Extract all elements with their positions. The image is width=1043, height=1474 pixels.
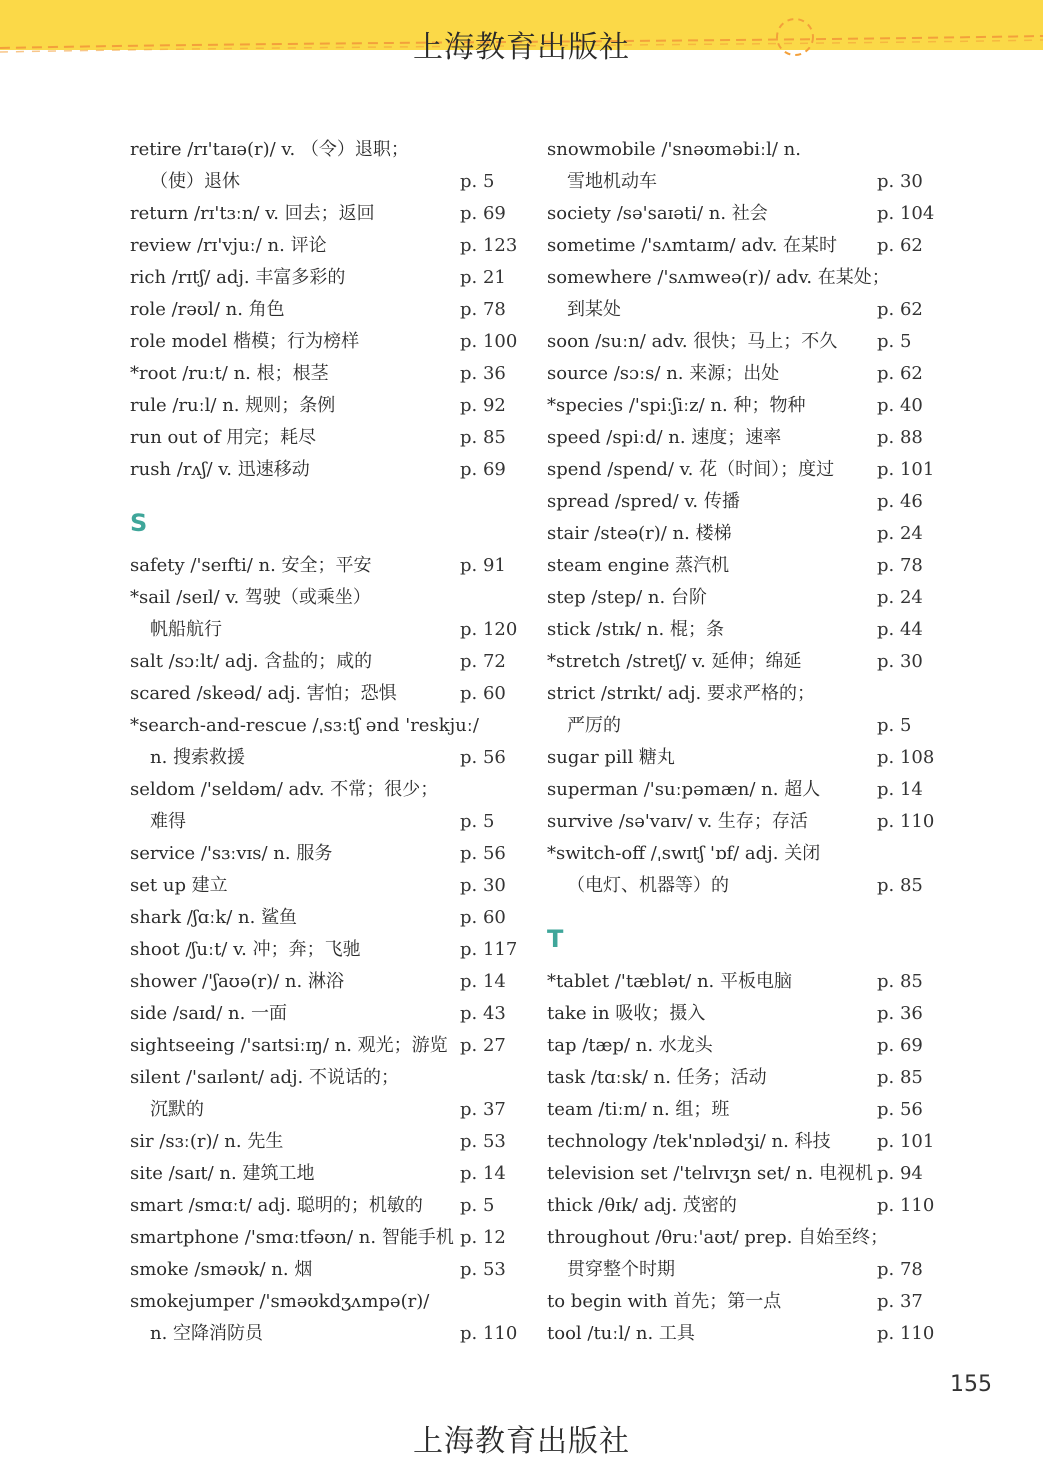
entry-page-ref: p. 62 — [877, 299, 923, 320]
entry-page-ref: p. 62 — [877, 363, 923, 384]
entry-text: side /saɪd/ n. 一面 — [130, 1003, 288, 1024]
entry-text: superman /'suːpəmæn/ n. 超人 — [547, 779, 821, 800]
entry-text: take in 吸收；摄入 — [547, 1003, 706, 1024]
entry-text: return /rɪ'tɜːn/ v. 回去；返回 — [130, 203, 375, 224]
glossary-entry — [547, 1062, 937, 1094]
glossary-entry — [130, 454, 520, 486]
entry-text: run out of 用完；耗尽 — [130, 427, 317, 448]
entry-page-ref: p. 44 — [877, 619, 923, 640]
entry-text: seldom /'seldəm/ adv. 不常；很少； — [130, 779, 439, 800]
entry-text: strict /strɪkt/ adj. 要求严格的； — [547, 683, 815, 704]
glossary-entry — [130, 870, 520, 902]
entry-text: source /sɔːs/ n. 来源；出处 — [547, 363, 780, 384]
entry-page-ref: p. 53 — [460, 1259, 506, 1280]
section-letter: T — [547, 925, 564, 953]
entry-headline — [547, 838, 937, 870]
entry-headline — [130, 646, 520, 678]
entry-text: tap /tæp/ n. 水龙头 — [547, 1035, 713, 1056]
entry-headline — [547, 550, 937, 582]
glossary-entry — [547, 1318, 937, 1350]
entry-text: （使）退休 — [150, 171, 240, 192]
entry-page-ref: p. 85 — [877, 971, 923, 992]
entry-text: 雪地机动车 — [567, 171, 657, 192]
entry-headline — [130, 1062, 520, 1094]
entry-text: throughout /θruː'aʊt/ prep. 自始至终； — [547, 1227, 889, 1248]
entry-headline — [130, 710, 520, 742]
entry-text: site /saɪt/ n. 建筑工地 — [130, 1163, 315, 1184]
entry-text: shower /'ʃaʊə(r)/ n. 淋浴 — [130, 971, 344, 992]
entry-text: to begin with 首先；第一点 — [547, 1291, 782, 1312]
glossary-entry — [547, 614, 937, 646]
entry-continuation — [130, 614, 520, 646]
glossary-entry — [130, 582, 520, 646]
glossary-entry — [130, 902, 520, 934]
entry-headline — [130, 902, 520, 934]
entry-headline — [547, 454, 937, 486]
entry-text: 难得 — [150, 811, 186, 832]
entry-headline — [547, 230, 937, 262]
entry-text: step /step/ n. 台阶 — [547, 587, 707, 608]
glossary-entry — [130, 1062, 520, 1126]
publisher-footer: 上海教育出版社 — [413, 1424, 630, 1459]
entry-headline — [547, 358, 937, 390]
glossary-entry — [130, 934, 520, 966]
entry-page-ref: p. 5 — [460, 1195, 495, 1216]
entry-page-ref: p. 78 — [460, 299, 506, 320]
entry-page-ref: p. 123 — [460, 235, 518, 256]
entry-headline — [547, 646, 937, 678]
entry-text: smoke /sməʊk/ n. 烟 — [130, 1259, 313, 1280]
entry-text: rule /ruːl/ n. 规则；条例 — [130, 395, 336, 416]
entry-text: spread /spred/ v. 传播 — [547, 491, 740, 512]
entry-page-ref: p. 101 — [877, 459, 935, 480]
entry-headline — [547, 390, 937, 422]
entry-page-ref: p. 110 — [877, 811, 935, 832]
entry-text: sightseeing /'saɪtsiːɪŋ/ n. 观光；游览 — [130, 1035, 448, 1056]
entry-headline — [130, 198, 520, 230]
entry-page-ref: p. 24 — [877, 523, 923, 544]
entry-continuation — [547, 710, 937, 742]
entry-text: smartphone /'smɑːtfəʊn/ n. 智能手机 — [130, 1227, 454, 1248]
entry-text: stair /steə(r)/ n. 楼梯 — [547, 523, 732, 544]
entry-page-ref: p. 12 — [460, 1227, 506, 1248]
entry-headline — [547, 1126, 937, 1158]
entry-headline — [130, 358, 520, 390]
entry-page-ref: p. 92 — [460, 395, 506, 416]
entry-text: 沉默的 — [150, 1099, 204, 1120]
entry-page-ref: p. 5 — [460, 171, 495, 192]
entry-page-ref: p. 72 — [460, 651, 506, 672]
entry-page-ref: p. 21 — [460, 267, 506, 288]
entry-page-ref: p. 56 — [460, 843, 506, 864]
glossary-entry — [130, 678, 520, 710]
entry-text: review /rɪ'vjuː/ n. 评论 — [130, 235, 327, 256]
entry-continuation — [130, 806, 520, 838]
entry-text: scared /skeəd/ adj. 害怕；恐惧 — [130, 683, 397, 704]
entry-text: sir /sɜː(r)/ n. 先生 — [130, 1131, 284, 1152]
entry-headline — [130, 1126, 520, 1158]
glossary-entry — [130, 134, 520, 198]
glossary-entry — [547, 390, 937, 422]
entry-page-ref: p. 117 — [460, 939, 518, 960]
entry-headline — [130, 390, 520, 422]
entry-page-ref: p. 14 — [460, 1163, 506, 1184]
glossary-entry — [130, 1254, 520, 1286]
entry-text: 到某处 — [567, 299, 621, 320]
entry-page-ref: p. 46 — [877, 491, 923, 512]
entry-continuation — [547, 166, 937, 198]
entry-page-ref: p. 62 — [877, 235, 923, 256]
glossary-entry — [130, 358, 520, 390]
entry-page-ref: p. 56 — [877, 1099, 923, 1120]
entry-text: *tablet /'tæblət/ n. 平板电脑 — [547, 971, 793, 992]
glossary-entry — [130, 390, 520, 422]
entry-text: *sail /seɪl/ v. 驾驶（或乘坐） — [130, 587, 371, 608]
glossary-entry — [547, 1222, 937, 1286]
entry-headline — [547, 486, 937, 518]
entry-text: *species /'spiːʃiːz/ n. 种；物种 — [547, 395, 806, 416]
glossary-entry — [547, 262, 937, 326]
glossary-entry — [130, 326, 520, 358]
entry-text: rich /rɪtʃ/ adj. 丰富多彩的 — [130, 267, 346, 288]
entry-text: （电灯、机器等）的 — [567, 875, 729, 896]
entry-text: sugar pill 糖丸 — [547, 747, 675, 768]
entry-page-ref: p. 85 — [877, 875, 923, 896]
glossary-entry — [547, 646, 937, 678]
entry-headline — [547, 966, 937, 998]
entry-headline — [547, 1318, 937, 1350]
glossary-entry — [547, 422, 937, 454]
entry-headline — [130, 998, 520, 1030]
entry-text: n. 搜索救援 — [150, 747, 246, 768]
right-glossary-column — [547, 134, 937, 1350]
entry-continuation — [547, 294, 937, 326]
entry-text: 贯穿整个时期 — [567, 1259, 675, 1280]
entry-headline — [130, 294, 520, 326]
glossary-entry — [547, 550, 937, 582]
glossary-entry — [130, 198, 520, 230]
glossary-entry — [547, 326, 937, 358]
section-letter: S — [130, 509, 148, 537]
glossary-entry — [547, 1286, 937, 1318]
entry-text: task /tɑːsk/ n. 任务；活动 — [547, 1067, 767, 1088]
glossary-entry — [547, 358, 937, 390]
glossary-entry — [547, 518, 937, 550]
glossary-entry — [547, 806, 937, 838]
entry-page-ref: p. 27 — [460, 1035, 506, 1056]
entry-text: role model 楷模；行为榜样 — [130, 331, 360, 352]
glossary-entry — [130, 1286, 520, 1350]
glossary-entry — [547, 742, 937, 774]
entry-text: snowmobile /'snəʊməbiːl/ n. — [547, 139, 801, 160]
entry-headline — [547, 1094, 937, 1126]
entry-text: spend /spend/ v. 花（时间）；度过 — [547, 459, 835, 480]
entry-headline — [547, 1190, 937, 1222]
entry-page-ref: p. 24 — [877, 587, 923, 608]
entry-text: *stretch /stretʃ/ v. 延伸；绵延 — [547, 651, 802, 672]
entry-text: sometime /'sʌmtaɪm/ adv. 在某时 — [547, 235, 838, 256]
entry-headline — [547, 998, 937, 1030]
glossary-entry — [547, 966, 937, 998]
entry-text: speed /spiːd/ n. 速度；速率 — [547, 427, 782, 448]
entry-text: soon /suːn/ adv. 很快；马上；不久 — [547, 331, 838, 352]
entry-headline — [547, 582, 937, 614]
entry-headline — [547, 198, 937, 230]
entry-page-ref: p. 91 — [460, 555, 506, 576]
entry-continuation — [130, 742, 520, 774]
entry-page-ref: p. 43 — [460, 1003, 506, 1024]
entry-text: tool /tuːl/ n. 工具 — [547, 1323, 695, 1344]
entry-headline — [547, 134, 937, 166]
glossary-entry — [547, 1126, 937, 1158]
entry-page-ref: p. 30 — [877, 651, 923, 672]
entry-page-ref: p. 110 — [460, 1323, 518, 1344]
glossary-entry — [130, 774, 520, 838]
glossary-entry — [130, 838, 520, 870]
entry-headline — [130, 582, 520, 614]
glossary-entry — [547, 454, 937, 486]
glossary-entry — [547, 582, 937, 614]
glossary-entry — [130, 1158, 520, 1190]
glossary-entry — [130, 1126, 520, 1158]
glossary-entry — [130, 966, 520, 998]
entry-text: retire /rɪ'taɪə(r)/ v. （令）退职； — [130, 139, 409, 160]
glossary-entry — [130, 422, 520, 454]
glossary-entry — [547, 230, 937, 262]
glossary-entry — [547, 838, 937, 902]
glossary-entry — [547, 1094, 937, 1126]
glossary-entry — [130, 550, 520, 582]
entry-page-ref: p. 94 — [877, 1163, 923, 1184]
entry-continuation — [130, 166, 520, 198]
glossary-entry — [130, 230, 520, 262]
entry-headline — [130, 422, 520, 454]
entry-headline — [130, 870, 520, 902]
entry-headline — [130, 454, 520, 486]
glossary-entry — [547, 134, 937, 198]
entry-text: stick /stɪk/ n. 棍；条 — [547, 619, 724, 640]
entry-continuation — [130, 1318, 520, 1350]
entry-text: rush /rʌʃ/ v. 迅速移动 — [130, 459, 310, 480]
entry-page-ref: p. 40 — [877, 395, 923, 416]
entry-page-ref: p. 5 — [877, 715, 912, 736]
entry-text: shark /ʃɑːk/ n. 鲨鱼 — [130, 907, 298, 928]
entry-continuation — [130, 1094, 520, 1126]
entry-page-ref: p. 110 — [877, 1195, 935, 1216]
entry-page-ref: p. 101 — [877, 1131, 935, 1152]
entry-text: *search-and-rescue /ˌsɜːtʃ ənd 'reskjuː/ — [130, 715, 479, 736]
entry-headline — [547, 614, 937, 646]
entry-page-ref: p. 60 — [460, 683, 506, 704]
entry-page-ref: p. 53 — [460, 1131, 506, 1152]
entry-headline — [130, 678, 520, 710]
entry-headline — [130, 1222, 520, 1254]
entry-headline — [130, 262, 520, 294]
entry-headline — [130, 326, 520, 358]
entry-text: *root /ruːt/ n. 根；根茎 — [130, 363, 329, 384]
entry-headline — [547, 774, 937, 806]
entry-headline — [547, 326, 937, 358]
entry-headline — [547, 422, 937, 454]
entry-page-ref: p. 37 — [877, 1291, 923, 1312]
entry-headline — [547, 1062, 937, 1094]
entry-headline — [130, 1286, 520, 1318]
glossary-entry — [130, 998, 520, 1030]
glossary-entry — [547, 998, 937, 1030]
left-glossary-column — [130, 134, 520, 1350]
entry-page-ref: p. 69 — [460, 459, 506, 480]
entry-text: team /tiːm/ n. 组；班 — [547, 1099, 730, 1120]
entry-text: technology /tek'nɒlədʒi/ n. 科技 — [547, 1131, 831, 1152]
entry-text: smokejumper /'sməʊkdʒʌmpə(r)/ — [130, 1291, 430, 1312]
entry-headline — [130, 838, 520, 870]
entry-page-ref: p. 78 — [877, 555, 923, 576]
entry-text: society /sə'saɪəti/ n. 社会 — [547, 203, 768, 224]
entry-page-ref: p. 88 — [877, 427, 923, 448]
entry-text: somewhere /'sʌmweə(r)/ adv. 在某处； — [547, 267, 890, 288]
entry-page-ref: p. 5 — [460, 811, 495, 832]
entry-text: service /'sɜːvɪs/ n. 服务 — [130, 843, 333, 864]
entry-headline — [547, 518, 937, 550]
entry-headline — [547, 1158, 937, 1190]
entry-text: safety /'seɪfti/ n. 安全；平安 — [130, 555, 372, 576]
entry-page-ref: p. 120 — [460, 619, 518, 640]
entry-page-ref: p. 78 — [877, 1259, 923, 1280]
entry-text: survive /sə'vaɪv/ v. 生存；存活 — [547, 811, 808, 832]
entry-page-ref: p. 30 — [877, 171, 923, 192]
glossary-entry — [547, 1158, 937, 1190]
entry-page-ref: p. 14 — [460, 971, 506, 992]
entry-headline — [547, 742, 937, 774]
entry-page-ref: p. 85 — [877, 1067, 923, 1088]
entry-headline — [130, 1158, 520, 1190]
glossary-entry — [547, 678, 937, 742]
entry-text: 严厉的 — [567, 715, 621, 736]
entry-text: thick /θɪk/ adj. 茂密的 — [547, 1195, 737, 1216]
publisher-header: 上海教育出版社 — [413, 30, 630, 65]
entry-page-ref: p. 104 — [877, 203, 935, 224]
entry-text: role /rəʊl/ n. 角色 — [130, 299, 285, 320]
glossary-entry — [130, 1030, 520, 1062]
entry-page-ref: p. 37 — [460, 1099, 506, 1120]
glossary-entry — [130, 262, 520, 294]
entry-page-ref: p. 100 — [460, 331, 518, 352]
entry-page-ref: p. 110 — [877, 1323, 935, 1344]
glossary-entry — [547, 198, 937, 230]
entry-headline — [547, 1030, 937, 1062]
entry-text: *switch-off /ˌswɪtʃ 'ɒf/ adj. 关闭 — [547, 843, 821, 864]
entry-headline — [130, 1190, 520, 1222]
entry-page-ref: p. 69 — [460, 203, 506, 224]
glossary-entry — [130, 1222, 520, 1254]
entry-text: smart /smɑːt/ adj. 聪明的；机敏的 — [130, 1195, 423, 1216]
entry-headline — [130, 934, 520, 966]
entry-page-ref: p. 85 — [460, 427, 506, 448]
glossary-entry — [547, 1190, 937, 1222]
entry-continuation — [547, 870, 937, 902]
entry-headline — [130, 774, 520, 806]
entry-headline — [130, 550, 520, 582]
entry-headline — [130, 230, 520, 262]
glossary-entry — [130, 1190, 520, 1222]
entry-page-ref: p. 60 — [460, 907, 506, 928]
entry-text: shoot /ʃuːt/ v. 冲；奔；飞驰 — [130, 939, 361, 960]
entry-text: salt /sɔːlt/ adj. 含盐的；咸的 — [130, 651, 373, 672]
glossary-entry — [130, 646, 520, 678]
entry-text: n. 空降消防员 — [150, 1323, 264, 1344]
glossary-entry — [547, 1030, 937, 1062]
entry-text: steam engine 蒸汽机 — [547, 555, 730, 576]
glossary-entry — [130, 710, 520, 774]
entry-headline — [130, 134, 520, 166]
entry-page-ref: p. 108 — [877, 747, 935, 768]
entry-headline — [547, 1286, 937, 1318]
entry-text: set up 建立 — [130, 875, 228, 896]
entry-page-ref: p. 56 — [460, 747, 506, 768]
entry-page-ref: p. 36 — [877, 1003, 923, 1024]
entry-text: television set /'telɪvɪʒn set/ n. 电视机 — [547, 1163, 873, 1184]
entry-headline — [547, 678, 937, 710]
entry-headline — [547, 806, 937, 838]
entry-page-ref: p. 14 — [877, 779, 923, 800]
entry-page-ref: p. 30 — [460, 875, 506, 896]
entry-page-ref: p. 36 — [460, 363, 506, 384]
entry-headline — [130, 1254, 520, 1286]
entry-page-ref: p. 5 — [877, 331, 912, 352]
entry-headline — [547, 1222, 937, 1254]
entry-page-ref: p. 69 — [877, 1035, 923, 1056]
glossary-entry — [547, 774, 937, 806]
entry-text: 帆船航行 — [150, 619, 222, 640]
entry-headline — [130, 966, 520, 998]
entry-text: silent /'saɪlənt/ adj. 不说话的； — [130, 1067, 399, 1088]
entry-headline — [547, 262, 937, 294]
page-number: 155 — [950, 1372, 992, 1397]
entry-continuation — [547, 1254, 937, 1286]
glossary-entry — [130, 294, 520, 326]
entry-headline — [130, 1030, 520, 1062]
glossary-entry — [547, 486, 937, 518]
